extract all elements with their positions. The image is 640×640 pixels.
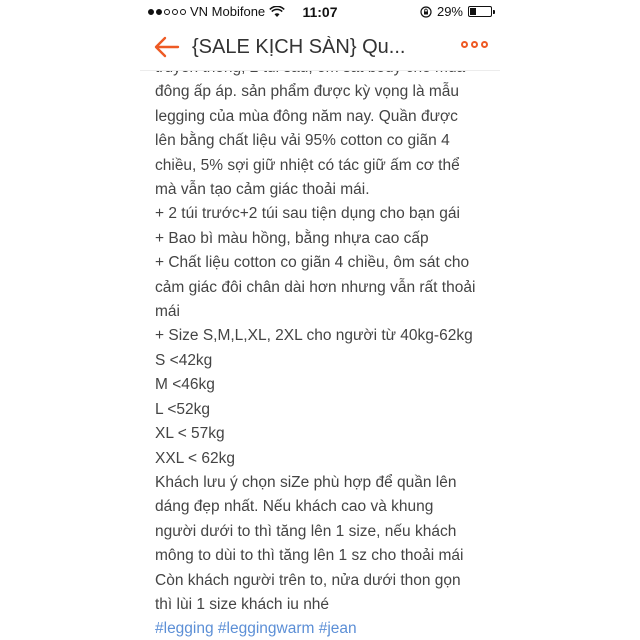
description-line: M <46kg	[155, 376, 215, 394]
description-line: cảm giác đôi chân dài hơn nhưng vẫn rất thoải	[155, 278, 476, 296]
description-line: Khách lưu ý chọn siZe phù hợp để quần lên	[155, 473, 457, 491]
description-line: S <42kg	[155, 351, 213, 369]
description-line: mông to dùi to thì tăng lên 1 sz cho thoải mái	[155, 547, 464, 565]
description-line: người dưới to thì tăng lên 1 size, nếu khách	[155, 522, 457, 540]
description-line: + Chất liệu cotton co giãn 4 chiều, ôm sát cho	[155, 254, 470, 272]
back-arrow-icon[interactable]	[152, 34, 182, 60]
nav-bar	[140, 24, 500, 71]
description-line: + 2 túi trước+2 túi sau tiện dụng cho bạn gái	[155, 205, 460, 223]
description-line: XXL < 62kg	[155, 449, 235, 467]
description-line: L <52kg	[155, 400, 211, 418]
description-line: thì lùi 1 size khách iu nhé	[155, 595, 330, 613]
battery-percent: 29%	[436, 4, 463, 19]
description-line: dáng đẹp nhất. Nếu khách cao và khung	[155, 498, 434, 516]
description-line: Còn khách người trên to, nửa dưới thon gọn	[155, 571, 461, 589]
status-bar	[140, 0, 500, 24]
description-line: mái	[155, 303, 180, 321]
hashtag-links[interactable]: #legging #leggingwarm #jean	[155, 620, 357, 638]
description-line: đông ấp áp. sản phẩm được kỳ vọng là mẫu	[155, 83, 460, 101]
status-right	[420, 4, 492, 19]
description-line: legging của mùa đông năm nay. Quần được	[155, 107, 458, 125]
carrier-name: VN Mobifone	[190, 4, 266, 19]
description-line: + Size S,M,L,XL, 2XL cho người từ 40kg-62kg	[155, 327, 473, 345]
phone-screen	[140, 0, 500, 640]
status-time: 11:07	[302, 4, 338, 20]
description-line: + Bao bì màu hồng, bằng nhựa cao cấp	[155, 229, 429, 247]
description-line: XL < 57kg	[155, 425, 225, 443]
product-description	[155, 56, 495, 640]
description-line: lên bằng chất liệu vải 95% cotton co giãn 4	[155, 132, 450, 150]
battery-icon	[468, 6, 492, 17]
page-title: {SALE KỊCH SÀN} Qu...	[192, 36, 406, 58]
more-options-icon[interactable]	[461, 41, 488, 48]
rotation-lock-icon	[420, 6, 432, 18]
description-line: chiều, 5% sợi giữ nhiệt có tác giữ ấm cơ thể	[155, 156, 460, 174]
description-line: mà vẫn tạo cảm giác thoải mái.	[155, 181, 370, 199]
